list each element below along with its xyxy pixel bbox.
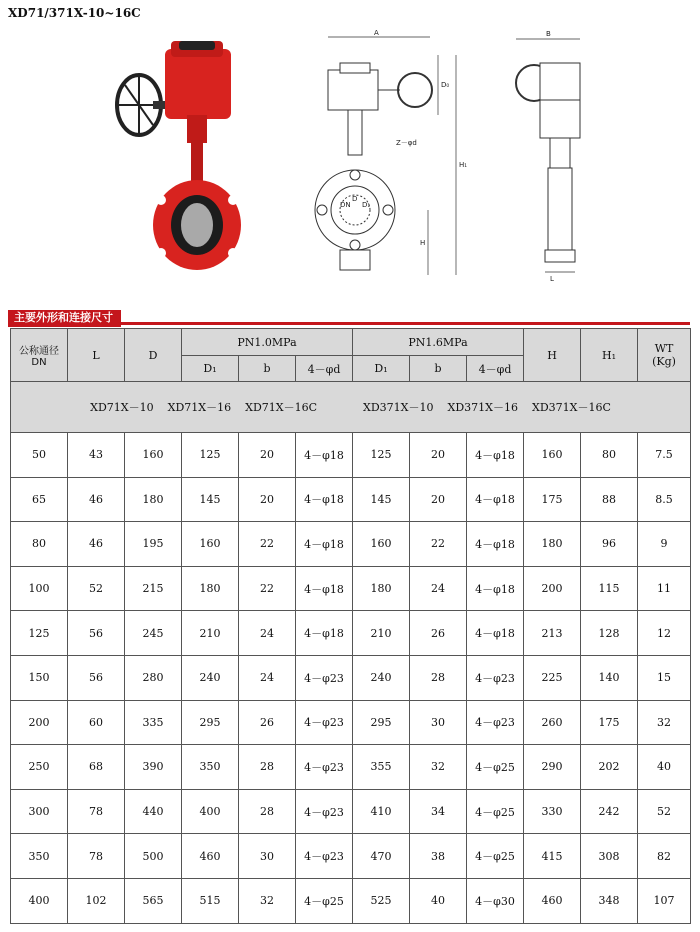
section-label: 主要外形和连接尺寸 [8, 310, 121, 327]
table-cell: 38 [410, 834, 467, 879]
table-cell: 4－φ25 [467, 834, 524, 879]
table-cell: 350 [182, 745, 239, 790]
table-cell: 4－φ18 [296, 433, 353, 478]
dim-D0-label: D₀ [441, 81, 450, 89]
table-cell: 65 [11, 477, 68, 522]
table-cell: 30 [239, 834, 296, 879]
table-cell: 30 [410, 700, 467, 745]
table-cell: 8.5 [638, 477, 691, 522]
table-cell: 308 [581, 834, 638, 879]
dim-Z-label: Z－φd [396, 139, 417, 147]
model-name: XD371X－10 [363, 401, 434, 414]
header-dn: 公称通径 DN [11, 329, 68, 382]
table-cell: 4－φ18 [467, 522, 524, 567]
table-cell: 4－φ18 [467, 611, 524, 656]
table-cell: 80 [581, 433, 638, 478]
table-cell: 22 [239, 566, 296, 611]
valve-photo [105, 35, 270, 275]
table-cell: 80 [11, 522, 68, 567]
table-cell: 348 [581, 878, 638, 923]
table-cell: 46 [68, 522, 125, 567]
table-cell: 4－φ23 [296, 834, 353, 879]
table-cell: 4－φ18 [296, 522, 353, 567]
table-cell: 50 [11, 433, 68, 478]
dim-A-label: A [374, 29, 379, 37]
table-cell: 102 [68, 878, 125, 923]
table-cell: 52 [638, 789, 691, 834]
table-cell: 32 [410, 745, 467, 790]
table-cell: 125 [182, 433, 239, 478]
table-cell: 225 [524, 655, 581, 700]
table-row [11, 745, 691, 790]
table-cell: 9 [638, 522, 691, 567]
table-cell: 20 [239, 477, 296, 522]
table-cell: 500 [125, 834, 182, 879]
table-cell: 260 [524, 700, 581, 745]
table-cell: 128 [581, 611, 638, 656]
dim-D1-label: D₁ [362, 201, 371, 209]
table-cell: 56 [68, 655, 125, 700]
table-cell: 28 [239, 745, 296, 790]
table-row [11, 655, 691, 700]
table-cell: 295 [182, 700, 239, 745]
table-cell: 4－φ23 [296, 655, 353, 700]
table-cell: 202 [581, 745, 638, 790]
table-cell: 160 [182, 522, 239, 567]
table-cell: 525 [353, 878, 410, 923]
table-cell: 300 [11, 789, 68, 834]
header-H1: H₁ [581, 329, 638, 382]
dim-D-label: D [352, 195, 358, 203]
table-cell: 4－φ18 [296, 477, 353, 522]
model-name: XD71X－10 [90, 401, 154, 414]
table-cell: 180 [524, 522, 581, 567]
table-cell: 4－φ30 [467, 878, 524, 923]
table-cell: 335 [125, 700, 182, 745]
table-cell: 78 [68, 834, 125, 879]
dim-H-label: H [420, 239, 426, 247]
table-cell: 125 [353, 433, 410, 478]
table-cell: 330 [524, 789, 581, 834]
table-cell: 24 [410, 566, 467, 611]
table-cell: 32 [239, 878, 296, 923]
table-cell: 160 [125, 433, 182, 478]
side-view-drawing [510, 25, 590, 285]
table-cell: 180 [353, 566, 410, 611]
table-cell: 470 [353, 834, 410, 879]
table-cell: 4－φ23 [296, 789, 353, 834]
model-row [11, 382, 691, 433]
table-cell: 180 [182, 566, 239, 611]
dimension-table [10, 328, 691, 924]
header-pn10-b: b [239, 356, 296, 382]
table-cell: 4－φ23 [296, 745, 353, 790]
table-cell: 4－φ18 [296, 566, 353, 611]
table-cell: 240 [353, 655, 410, 700]
table-cell: 400 [11, 878, 68, 923]
table-cell: 82 [638, 834, 691, 879]
table-cell: 242 [581, 789, 638, 834]
table-cell: 440 [125, 789, 182, 834]
table-cell: 56 [68, 611, 125, 656]
table-cell: 400 [182, 789, 239, 834]
front-view-drawing [310, 25, 470, 285]
table-cell: 107 [638, 878, 691, 923]
dim-L-label: L [550, 275, 554, 283]
table-cell: 22 [410, 522, 467, 567]
table-cell: 515 [182, 878, 239, 923]
table-cell: 245 [125, 611, 182, 656]
table-cell: 24 [239, 655, 296, 700]
table-row [11, 433, 691, 478]
header-pn10-holes: 4－φd [296, 356, 353, 382]
table-cell: 68 [68, 745, 125, 790]
header-pn16-d1: D₁ [353, 356, 410, 382]
table-cell: 290 [524, 745, 581, 790]
table-cell: 145 [353, 477, 410, 522]
header-pn10-d1: D₁ [182, 356, 239, 382]
table-cell: 28 [239, 789, 296, 834]
table-cell: 460 [524, 878, 581, 923]
table-cell: 280 [125, 655, 182, 700]
header-L: L [68, 329, 125, 382]
table-cell: 40 [638, 745, 691, 790]
dim-H1-label: H₁ [459, 161, 468, 169]
model-title: XD71/371X-10~16C [8, 6, 141, 20]
table-row [11, 834, 691, 879]
table-cell: 43 [68, 433, 125, 478]
table-row [11, 700, 691, 745]
table-cell: 180 [125, 477, 182, 522]
table-cell: 215 [125, 566, 182, 611]
table-cell: 78 [68, 789, 125, 834]
header-H: H [524, 329, 581, 382]
table-cell: 415 [524, 834, 581, 879]
model-name: XD371X－16 [447, 401, 518, 414]
table-cell: 210 [182, 611, 239, 656]
dim-DN-label: DN [340, 201, 351, 209]
table-cell: 140 [581, 655, 638, 700]
table-cell: 46 [68, 477, 125, 522]
table-cell: 195 [125, 522, 182, 567]
header-pn10: PN1.0MPa [182, 329, 353, 356]
table-cell: 100 [11, 566, 68, 611]
section-header [8, 306, 690, 325]
table-cell: 96 [581, 522, 638, 567]
table-cell: 20 [410, 477, 467, 522]
table-cell: 200 [524, 566, 581, 611]
table-cell: 4－φ25 [467, 789, 524, 834]
table-row [11, 566, 691, 611]
table-cell: 11 [638, 566, 691, 611]
table-cell: 210 [353, 611, 410, 656]
table-cell: 115 [581, 566, 638, 611]
table-row [11, 522, 691, 567]
table-cell: 390 [125, 745, 182, 790]
table-cell: 200 [11, 700, 68, 745]
header-pn16-holes: 4－φd [467, 356, 524, 382]
table-cell: 355 [353, 745, 410, 790]
table-cell: 213 [524, 611, 581, 656]
table-row [11, 789, 691, 834]
header-pn16: PN1.6MPa [353, 329, 524, 356]
table-row [11, 878, 691, 923]
table-cell: 12 [638, 611, 691, 656]
table-cell: 410 [353, 789, 410, 834]
table-cell: 4－φ18 [296, 611, 353, 656]
table-cell: 20 [239, 433, 296, 478]
header-pn16-b: b [410, 356, 467, 382]
table-cell: 4－φ25 [467, 745, 524, 790]
table-cell: 15 [638, 655, 691, 700]
table-cell: 125 [11, 611, 68, 656]
table-cell: 295 [353, 700, 410, 745]
table-cell: 160 [353, 522, 410, 567]
table-cell: 175 [581, 700, 638, 745]
table-cell: 160 [524, 433, 581, 478]
table-cell: 24 [239, 611, 296, 656]
table-cell: 34 [410, 789, 467, 834]
model-name: XD371X－16C [531, 401, 611, 414]
header-wt: WT (Kg) [638, 329, 691, 382]
table-cell: 28 [410, 655, 467, 700]
table-cell: 350 [11, 834, 68, 879]
model-name: XD71X－16 [167, 401, 232, 414]
table-cell: 26 [410, 611, 467, 656]
table-cell: 4－φ23 [467, 655, 524, 700]
table-cell: 150 [11, 655, 68, 700]
table-cell: 40 [410, 878, 467, 923]
table-cell: 250 [11, 745, 68, 790]
table-cell: 4－φ23 [296, 700, 353, 745]
table-row [11, 611, 691, 656]
table-cell: 88 [581, 477, 638, 522]
table-cell: 52 [68, 566, 125, 611]
table-cell: 7.5 [638, 433, 691, 478]
table-cell: 4－φ18 [467, 433, 524, 478]
table-cell: 20 [410, 433, 467, 478]
table-cell: 565 [125, 878, 182, 923]
table-cell: 4－φ18 [467, 566, 524, 611]
table-cell: 22 [239, 522, 296, 567]
table-cell: 145 [182, 477, 239, 522]
table-cell: 4－φ25 [296, 878, 353, 923]
header-D: D [125, 329, 182, 382]
table-cell: 4－φ18 [467, 477, 524, 522]
table-cell: 60 [68, 700, 125, 745]
table-cell: 26 [239, 700, 296, 745]
model-name: XD71X－16C [245, 401, 318, 414]
table-cell: 460 [182, 834, 239, 879]
table-cell: 240 [182, 655, 239, 700]
table-cell: 175 [524, 477, 581, 522]
dim-B-label: B [546, 30, 551, 38]
table-cell: 32 [638, 700, 691, 745]
table-cell: 4－φ23 [467, 700, 524, 745]
table-row [11, 477, 691, 522]
